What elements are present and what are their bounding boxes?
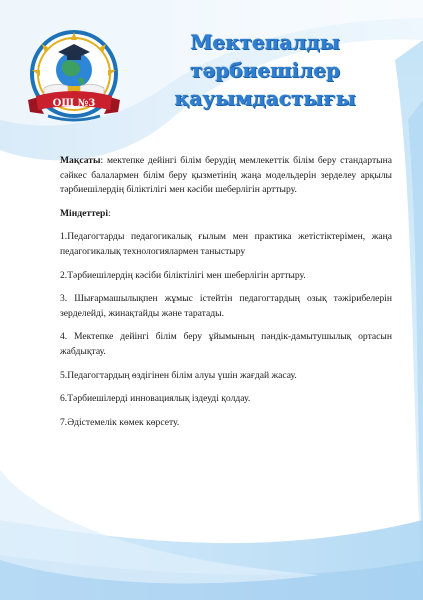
title-line-2: қауымдастығы [174,86,356,110]
tasks-colon: : [108,207,111,219]
task-item-6: 6.Тәрбиешілерді инновациялық іздеуді қолдау. [60,393,251,405]
tasks-label: Міндеттері [60,207,109,219]
task-item-7: 7.Әдістемелік көмек көрсету. [60,416,180,428]
goal-label: Мақсаты [60,155,101,166]
school-emblem-logo [22,26,126,130]
task-item-1: 1.Педагогтарды педагогикалық ғылым мен практика жетістіктерімен, жаңа педагогикалық технологиялармен таныстыру [60,231,392,257]
goal-paragraph [60,154,392,198]
task-item-4: 4. Мектепке дейінгі білім беру ұйымының пәндік-дамытушылық ортасын жабдықтау. [60,331,392,357]
tasks-heading [60,207,392,222]
task-item-2: 2.Тәрбиешілердің кәсіби біліктілігі мен шеберлігін арттыру. [60,269,306,281]
title-line-1: Мектепалды тәрбиешілер [190,30,340,82]
emblem-label: ОШ №3 [52,98,96,109]
goal-text: : мектепке дейінгі білім берудің мемлекеттік білім беру стандартына сәйкес балалармен білім беру қызметінің жаңа модельдерін зерделеу арқылы тәрбиешілердің біліктілігі мен кәсіби шеберлігін арттыру. [60,155,392,196]
page-title [120,28,410,112]
task-item-3: 3. Шығармашылықпен жұмыс істейтін педагогтардың озық тәжірибелерін зерделейді, жинақтайды және таратады. [60,293,392,319]
task-item-5: 5.Педагогтардың өздігінен білім алуы үшін жағдай жасау. [60,369,297,381]
main-content [60,154,392,439]
